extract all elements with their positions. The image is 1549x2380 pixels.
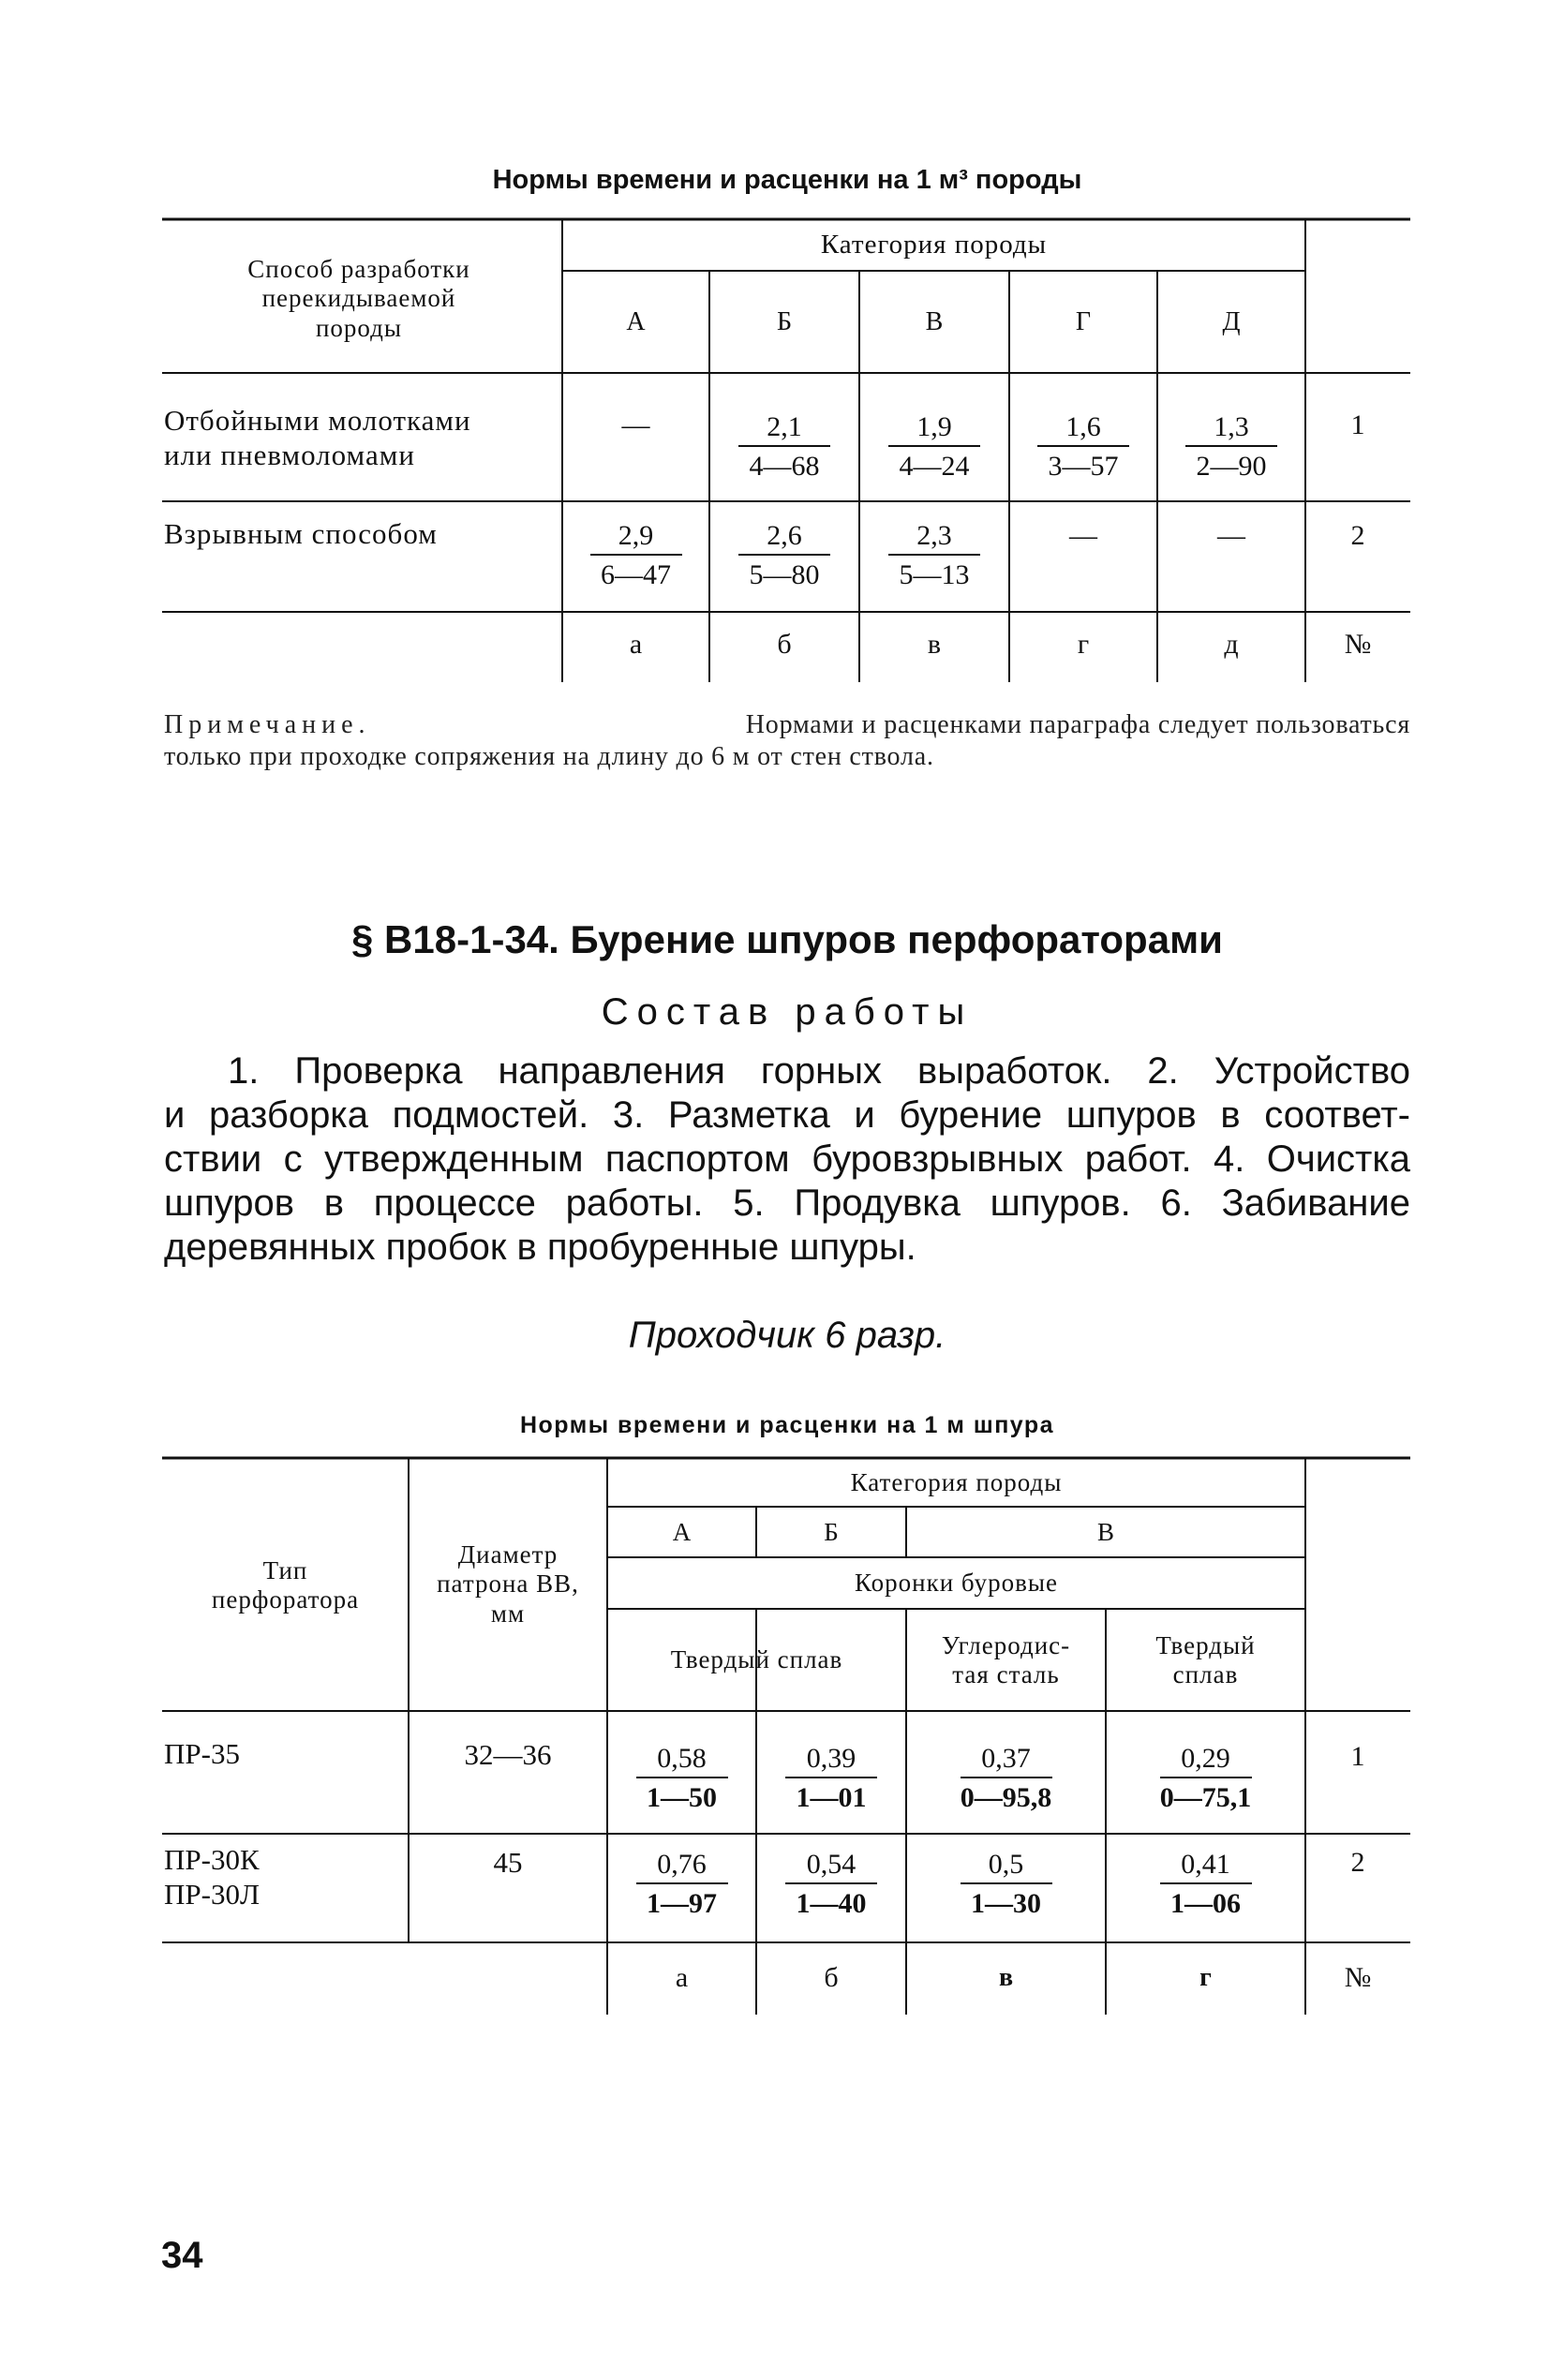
section-subtitle: Состав работы <box>601 991 974 1033</box>
table2-material-carbon-steel: Углеродис- тая сталь <box>941 1630 1071 1688</box>
fraction-denominator: 3—57 <box>1048 451 1119 482</box>
body-line: ствии с утвержденным паспортом буровзрывных работ. 4. Очистка <box>164 1138 1410 1180</box>
table2-material-hard-alloy: Твердый сплав <box>670 1645 843 1674</box>
fraction-denominator: 4—24 <box>899 451 970 482</box>
fraction-numerator: 0,37 <box>961 1743 1052 1779</box>
table1-row1-label: Отбойными молотками или пневмоломами <box>164 404 471 472</box>
table2-row1-v <box>906 1736 1106 1821</box>
table2-category-b: Б <box>824 1517 839 1546</box>
fraction-numerator: 2,6 <box>738 520 830 557</box>
table2-row1-number: 1 <box>1350 1740 1365 1772</box>
table2-row2-number: 2 <box>1350 1846 1365 1878</box>
table1-category-v: В <box>925 306 944 336</box>
table1-category-a: А <box>626 306 646 336</box>
fraction-denominator: 6—47 <box>601 559 671 590</box>
fraction-numerator: 1,3 <box>1185 411 1277 448</box>
fraction-numerator: 0,39 <box>785 1743 877 1779</box>
table2-category-a: А <box>672 1517 692 1546</box>
table1-row2-number: 2 <box>1350 519 1365 551</box>
table1-category-g: Г <box>1075 306 1092 336</box>
table1-col-letter-v: в <box>927 628 942 660</box>
fraction-denominator: 1—50 <box>647 1782 717 1813</box>
table2-material-hard-alloy-2: Твердый сплав <box>1155 1630 1256 1688</box>
table2-category-v: В <box>1096 1517 1114 1546</box>
table1-row2-g: — <box>1069 519 1097 551</box>
fraction-denominator: 1—30 <box>971 1888 1041 1919</box>
body-line: и разборка подмостей. 3. Разметка и бурение шпуров в соответ- <box>164 1094 1410 1136</box>
table1-category-header: Категория породы <box>820 230 1048 260</box>
table1-category-b: Б <box>776 306 793 336</box>
body-line: 1. Проверка направления горных выработок. 2. Устройство <box>228 1050 1410 1092</box>
fraction-denominator: 5—13 <box>899 559 970 590</box>
table2-row2-type: ПР-30К ПР-30Л <box>164 1843 260 1911</box>
worker-grade: Проходчик 6 разр. <box>628 1315 946 1356</box>
table2-bits-header: Коронки буровые <box>854 1569 1058 1598</box>
fraction-denominator: 0—75,1 <box>1159 1782 1252 1813</box>
table2-col-letter-a: а <box>675 1961 689 1993</box>
table1-col-letter-g: г <box>1077 628 1090 660</box>
table1-col-letter-a: а <box>629 628 643 660</box>
table2-col-letter-g: г <box>1199 1962 1212 1992</box>
fraction-denominator: 5—80 <box>749 559 820 590</box>
fraction-numerator: 0,41 <box>1160 1849 1252 1885</box>
table1-number-label: № <box>1344 628 1372 660</box>
table2-row2-a <box>607 1842 756 1926</box>
table1-row1-number: 1 <box>1350 409 1365 440</box>
fraction-numerator: 0,58 <box>636 1743 728 1779</box>
table1-caption: Нормы времени и расценки на 1 м³ породы <box>492 165 1082 195</box>
table2-row1-a <box>607 1736 756 1821</box>
fraction-denominator: 0—95,8 <box>960 1782 1052 1813</box>
table2-row1-diameter: 32—36 <box>464 1738 552 1772</box>
section-title: § В18-1-34. Бурение шпуров перфораторами <box>351 917 1223 961</box>
table2-diameter-header: Диаметр патрона ВВ, мм <box>437 1540 579 1628</box>
table1-row2-label: Взрывным способом <box>164 517 438 550</box>
table2-caption: Нормы времени и расценки на 1 м шпура <box>519 1412 1055 1438</box>
fraction-numerator: 1,9 <box>888 411 980 448</box>
table2-row2-diameter: 45 <box>493 1846 523 1880</box>
table1-method-header: Способ разработки перекидываемой породы <box>247 255 470 342</box>
table2-category-header: Категория породы <box>850 1468 1063 1497</box>
table2-number-label: № <box>1344 1961 1372 1993</box>
table1-category-d: Д <box>1222 306 1241 336</box>
table1-row1-a: — <box>621 409 650 440</box>
fraction-denominator: 4—68 <box>749 451 820 482</box>
table2-col-letter-v: в <box>998 1962 1014 1992</box>
table2-row1-b <box>756 1736 906 1821</box>
table2-row2-v <box>906 1842 1106 1926</box>
fraction-numerator: 0,76 <box>636 1849 728 1885</box>
fraction-denominator: 1—06 <box>1170 1888 1241 1919</box>
table2-type-header: Тип перфоратора <box>211 1555 360 1614</box>
note-lead: Примечание. <box>164 710 371 739</box>
fraction-numerator: 2,3 <box>888 520 980 557</box>
note-text-1: Нормами и расценками параграфа следует пользоваться <box>745 710 1410 739</box>
page-number: 34 <box>161 2235 203 2276</box>
note-line-2: только при проходке сопряжения на длину до 6 м от стен ствола. <box>164 742 934 772</box>
body-line: шпуров в процессе работы. 5. Продувка шпуров. 6. Забивание <box>164 1183 1410 1224</box>
table2-col-letter-b: б <box>824 1961 839 1993</box>
fraction-numerator: 0,5 <box>961 1849 1052 1885</box>
fraction-denominator: 1—40 <box>796 1888 867 1919</box>
fraction-numerator: 2,1 <box>738 411 830 448</box>
table2-row2-g <box>1106 1842 1305 1926</box>
fraction-numerator: 1,6 <box>1037 411 1129 448</box>
table1-row2-d: — <box>1217 519 1245 551</box>
fraction-denominator: 1—97 <box>647 1888 717 1919</box>
table1-col-letter-b: б <box>777 628 792 660</box>
table1-col-letter-d: д <box>1224 628 1239 660</box>
table2-row1-g <box>1106 1736 1305 1821</box>
fraction-denominator: 1—01 <box>796 1782 867 1813</box>
table2-row2-b <box>756 1842 906 1926</box>
body-line: деревянных пробок в пробуренные шпуры. <box>164 1227 916 1268</box>
fraction-denominator: 2—90 <box>1196 451 1267 482</box>
fraction-numerator: 2,9 <box>590 520 682 557</box>
fraction-numerator: 0,29 <box>1160 1743 1252 1779</box>
table2-row1-type: ПР-35 <box>164 1737 240 1770</box>
fraction-numerator: 0,54 <box>785 1849 877 1885</box>
